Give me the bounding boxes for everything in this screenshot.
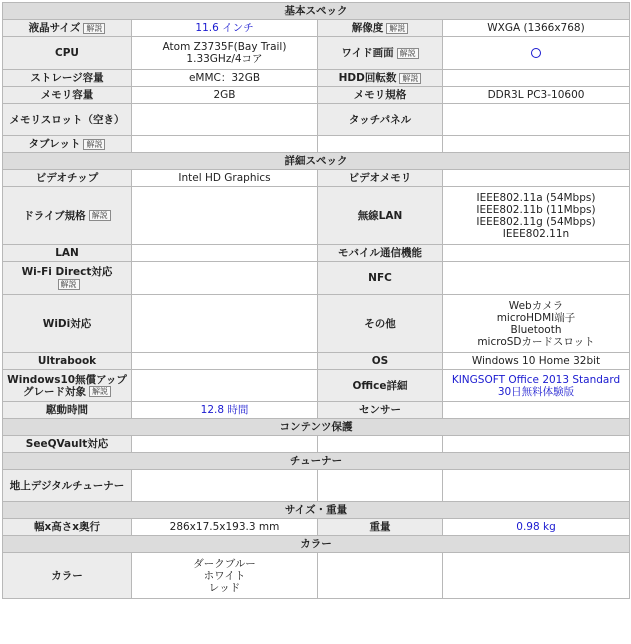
battery-value[interactable]: 12.8 時間 [132,402,318,419]
office-value[interactable]: KINGSOFT Office 2013 Standard 30日無料体験版 [443,370,630,402]
nfc-label: NFC [318,262,443,295]
section-basic-spec: 基本スペック [3,3,630,20]
drive-standard-help-button[interactable]: 解説 [89,210,111,221]
memory-standard-value: DDR3L PC3-10600 [443,87,630,104]
video-memory-value [443,170,630,187]
ultrabook-label: Ultrabook [3,353,132,370]
battery-label: 駆動時間 [3,402,132,419]
win10-upgrade-value [132,370,318,402]
widi-label: WiDi対応 [3,295,132,353]
empty-cell [443,136,630,153]
tablet-label: タブレット 解説 [3,136,132,153]
storage-value: eMMC：32GB [132,70,318,87]
section-size-weight: サイズ・重量 [3,502,630,519]
os-value: Windows 10 Home 32bit [443,353,630,370]
section-color: カラー [3,536,630,553]
wifi-direct-label: Wi-Fi Direct対応 解説 [3,262,132,295]
storage-label: ストレージ容量 [3,70,132,87]
color-value: ダークブルー ホワイト レッド [132,553,318,599]
tablet-help-button[interactable]: 解説 [83,139,105,150]
touch-panel-value [443,104,630,136]
memory-standard-label: メモリ規格 [318,87,443,104]
empty-cell [318,436,443,453]
color-label: カラー [3,553,132,599]
wide-screen-label: ワイド画面 解説 [318,37,443,70]
weight-value[interactable]: 0.98 kg [443,519,630,536]
os-label: OS [318,353,443,370]
resolution-value: WXGA (1366x768) [443,20,630,37]
spec-table [2,2,630,599]
cpu-value: Atom Z3735F(Bay Trail) 1.33GHz/4コア [132,37,318,70]
cpu-label: CPU [3,37,132,70]
weight-label: 重量 [318,519,443,536]
ultrabook-value [132,353,318,370]
drive-standard-value [132,187,318,245]
dimensions-value: 286x17.5x193.3 mm [132,519,318,536]
touch-panel-label: タッチパネル [318,104,443,136]
video-chip-value: Intel HD Graphics [132,170,318,187]
hdd-rpm-label: HDD回転数 解説 [318,70,443,87]
mobile-comm-value [443,245,630,262]
wireless-lan-value: IEEE802.11a (54Mbps) IEEE802.11b (11Mbps) IEEE802.11g (54Mbps) IEEE802.11n [443,187,630,245]
wireless-lan-label: 無線LAN [318,187,443,245]
digital-tuner-label: 地上デジタルチューナー [3,470,132,502]
lcd-size-label: 液晶サイズ 解説 [3,20,132,37]
wifi-direct-help-button[interactable]: 解説 [58,279,80,290]
empty-cell [318,553,443,599]
empty-cell [443,436,630,453]
lcd-size-help-button[interactable]: 解説 [83,23,105,34]
empty-cell [318,136,443,153]
circle-mark-icon [531,48,541,58]
wifi-direct-value [132,262,318,295]
empty-cell [443,470,630,502]
memory-slot-value [132,104,318,136]
win10-upgrade-label: Windows10無償アップグレード対象 解説 [3,370,132,402]
win10-upgrade-help-button[interactable]: 解説 [89,386,111,397]
lan-label: LAN [3,245,132,262]
resolution-label: 解像度 解説 [318,20,443,37]
seeqvault-label: SeeQVault対応 [3,436,132,453]
office-label: Office詳細 [318,370,443,402]
memory-value: 2GB [132,87,318,104]
resolution-help-button[interactable]: 解説 [386,23,408,34]
nfc-value [443,262,630,295]
empty-cell [318,470,443,502]
section-tuner: チューナー [3,453,630,470]
video-chip-label: ビデオチップ [3,170,132,187]
widi-value [132,295,318,353]
section-content-protection: コンテンツ保護 [3,419,630,436]
other-value: Webカメラ microHDMI端子 Bluetooth microSDカードスロット [443,295,630,353]
section-detail-spec: 詳細スペック [3,153,630,170]
tablet-value [132,136,318,153]
digital-tuner-value [132,470,318,502]
lcd-size-value[interactable]: 11.6 インチ [132,20,318,37]
empty-cell [443,553,630,599]
hdd-rpm-value [443,70,630,87]
video-memory-label: ビデオメモリ [318,170,443,187]
sensor-label: センサー [318,402,443,419]
other-label: その他 [318,295,443,353]
sensor-value [443,402,630,419]
seeqvault-value [132,436,318,453]
hdd-rpm-help-button[interactable]: 解説 [399,73,421,84]
mobile-comm-label: モバイル通信機能 [318,245,443,262]
lan-value [132,245,318,262]
wide-screen-help-button[interactable]: 解説 [397,48,419,59]
memory-slot-label: メモリスロット（空き） [3,104,132,136]
drive-standard-label: ドライブ規格 解説 [3,187,132,245]
wide-screen-value [443,37,630,70]
dimensions-label: 幅x高さx奥行 [3,519,132,536]
memory-label: メモリ容量 [3,87,132,104]
